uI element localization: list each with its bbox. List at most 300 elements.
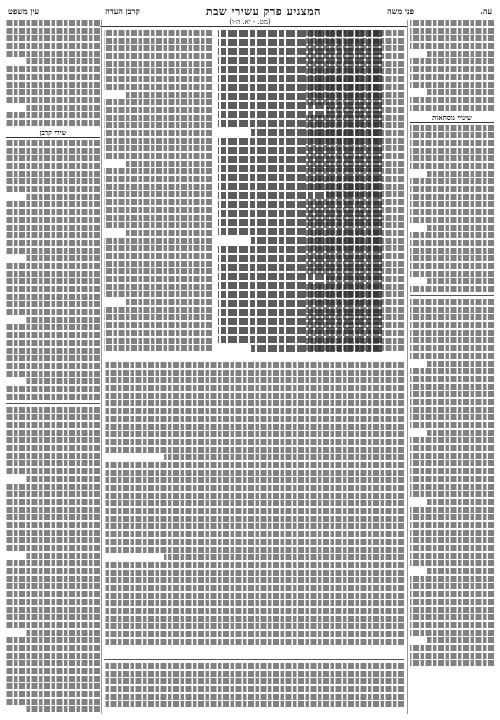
text-line xyxy=(6,560,100,566)
text-line xyxy=(410,337,494,343)
text-line xyxy=(6,614,100,620)
text-line xyxy=(104,562,404,568)
text-line xyxy=(104,362,404,368)
text-line xyxy=(6,278,100,284)
text-line xyxy=(6,407,100,413)
text-line xyxy=(104,508,404,514)
header-page-number: עה. xyxy=(480,6,492,16)
text-line xyxy=(6,394,100,400)
text-line xyxy=(6,20,100,26)
text-line xyxy=(104,616,404,622)
text-line xyxy=(218,336,382,343)
text-line xyxy=(218,228,382,235)
text-line xyxy=(410,591,494,597)
text-line xyxy=(410,645,494,651)
text-line xyxy=(6,507,100,513)
header-rule xyxy=(100,26,408,27)
text-line xyxy=(427,171,494,177)
text-line xyxy=(6,653,100,659)
text-line xyxy=(218,120,382,127)
text-line xyxy=(6,309,100,315)
text-line xyxy=(6,97,100,103)
text-line xyxy=(104,686,404,692)
text-line xyxy=(104,671,404,677)
text-line xyxy=(218,165,382,172)
text-line xyxy=(126,299,212,305)
text-line xyxy=(410,537,494,543)
text-line xyxy=(104,207,212,213)
text-line xyxy=(104,84,212,90)
text-line xyxy=(410,240,494,246)
text-line xyxy=(410,422,494,428)
text-line xyxy=(104,485,404,491)
text-line xyxy=(6,155,100,161)
text-line xyxy=(104,130,212,136)
text-line xyxy=(410,20,494,26)
text-line xyxy=(104,400,404,406)
text-line xyxy=(410,453,494,459)
page-header xyxy=(8,4,492,18)
commentary-text xyxy=(104,30,212,351)
header-left-label: עין משפט xyxy=(8,6,40,16)
text-line xyxy=(410,299,494,305)
text-line xyxy=(104,639,404,645)
text-line xyxy=(251,237,382,244)
text-line xyxy=(25,58,100,64)
text-line xyxy=(427,568,494,574)
header-inner-right: פני משה xyxy=(387,6,414,16)
text-line xyxy=(25,378,100,384)
text-line xyxy=(410,583,494,589)
text-line xyxy=(410,314,494,320)
text-line xyxy=(6,530,100,536)
text-line xyxy=(6,286,100,292)
text-line xyxy=(6,225,100,231)
text-line xyxy=(218,84,382,91)
text-line xyxy=(410,74,494,80)
text-line xyxy=(427,430,494,436)
text-line xyxy=(104,701,404,707)
text-line xyxy=(104,539,404,545)
text-line xyxy=(6,422,100,428)
text-line xyxy=(6,645,100,651)
shirei-korban-notes xyxy=(6,140,100,400)
text-line xyxy=(104,330,212,336)
text-line xyxy=(410,522,494,528)
text-line xyxy=(104,122,212,128)
text-line xyxy=(104,493,404,499)
text-line xyxy=(218,219,382,226)
text-line xyxy=(6,491,100,497)
text-line xyxy=(410,476,494,482)
section-divider xyxy=(410,295,494,296)
text-line xyxy=(410,140,494,146)
text-line xyxy=(104,38,212,44)
text-line xyxy=(218,309,382,316)
text-line xyxy=(410,66,494,72)
korban-haeda-commentary xyxy=(104,30,212,356)
text-line xyxy=(218,156,382,163)
text-line xyxy=(104,577,404,583)
text-line xyxy=(218,327,382,334)
footnote-divider xyxy=(104,659,404,660)
text-line xyxy=(25,105,100,111)
text-line xyxy=(104,184,212,190)
text-line xyxy=(410,178,494,184)
text-line xyxy=(410,484,494,490)
text-line xyxy=(104,61,212,67)
text-line xyxy=(410,399,494,405)
text-line xyxy=(126,230,212,236)
text-line xyxy=(6,545,100,551)
text-line xyxy=(6,699,100,705)
text-line xyxy=(6,568,100,574)
text-line xyxy=(410,353,494,359)
text-line xyxy=(104,523,404,529)
text-line xyxy=(410,553,494,559)
text-line xyxy=(410,209,494,215)
text-line xyxy=(410,437,494,443)
section-divider xyxy=(6,403,100,404)
header-chapter-title: המצניע פרק עשירי שבת xyxy=(205,4,321,18)
text-line xyxy=(410,217,494,223)
text-line xyxy=(25,553,100,559)
footnotes-text xyxy=(104,663,404,707)
text-line xyxy=(104,516,404,522)
text-line xyxy=(104,678,404,684)
text-line xyxy=(410,407,494,413)
text-line xyxy=(6,386,100,392)
text-line xyxy=(6,576,100,582)
text-line xyxy=(427,499,494,505)
left-box-label: שירי קרבן xyxy=(6,128,100,138)
text-line xyxy=(104,168,212,174)
text-line xyxy=(410,286,494,292)
text-line xyxy=(410,660,494,666)
text-line xyxy=(218,273,382,280)
text-line xyxy=(104,608,404,614)
text-line xyxy=(410,322,494,328)
text-line xyxy=(126,161,212,167)
text-line xyxy=(6,668,100,674)
text-line xyxy=(104,68,212,74)
text-line xyxy=(104,76,212,82)
text-line xyxy=(6,537,100,543)
left-margin-text xyxy=(6,407,100,713)
text-line xyxy=(6,112,100,118)
text-line xyxy=(104,593,404,599)
text-line xyxy=(25,317,100,323)
footnotes-block xyxy=(104,656,404,714)
text-line xyxy=(410,105,494,111)
text-line xyxy=(104,138,212,144)
text-line xyxy=(104,345,212,351)
text-line xyxy=(218,246,382,253)
text-line xyxy=(6,683,100,689)
text-line xyxy=(104,53,212,59)
text-line xyxy=(218,201,382,208)
text-line xyxy=(410,163,494,169)
text-line xyxy=(104,307,212,313)
column-divider xyxy=(101,20,102,714)
text-line xyxy=(410,263,494,269)
text-line xyxy=(25,630,100,636)
text-line xyxy=(6,171,100,177)
text-line xyxy=(104,222,212,228)
text-line xyxy=(6,691,100,697)
text-line xyxy=(410,460,494,466)
text-line xyxy=(6,201,100,207)
text-line xyxy=(6,120,100,126)
text-line xyxy=(104,431,404,437)
text-line xyxy=(104,238,212,244)
text-line xyxy=(410,148,494,154)
text-line xyxy=(104,99,212,105)
text-line xyxy=(6,163,100,169)
text-line xyxy=(6,232,100,238)
text-line xyxy=(410,630,494,636)
text-line xyxy=(6,348,100,354)
text-line xyxy=(104,393,404,399)
text-line xyxy=(104,370,404,376)
text-line xyxy=(6,186,100,192)
text-line xyxy=(410,599,494,605)
text-line xyxy=(104,153,212,159)
text-line xyxy=(104,439,404,445)
text-line xyxy=(164,454,404,460)
text-line xyxy=(410,560,494,566)
text-line xyxy=(427,278,494,284)
text-line xyxy=(6,35,100,41)
text-line xyxy=(6,271,100,277)
variant-readings-notes xyxy=(410,125,494,292)
text-line xyxy=(218,282,382,289)
right-margin-text xyxy=(410,299,494,666)
text-line xyxy=(104,268,212,274)
text-line xyxy=(104,377,404,383)
text-line xyxy=(104,176,212,182)
text-line xyxy=(104,191,212,197)
text-line xyxy=(410,507,494,513)
text-line xyxy=(104,253,212,259)
text-line xyxy=(104,215,212,221)
text-line xyxy=(104,291,212,297)
header-inner-left: קרבן העדה xyxy=(105,6,140,16)
text-line xyxy=(6,209,100,215)
text-line xyxy=(410,491,494,497)
text-line xyxy=(6,248,100,254)
text-line xyxy=(218,48,382,55)
text-line xyxy=(218,30,382,37)
text-line xyxy=(218,174,382,181)
text-line xyxy=(6,363,100,369)
text-line xyxy=(6,499,100,505)
text-line xyxy=(6,371,100,377)
text-line xyxy=(218,66,382,73)
text-line xyxy=(104,424,404,430)
right-box-label: שינויי נוסחאות xyxy=(410,113,494,123)
text-line xyxy=(104,570,404,576)
text-line xyxy=(104,115,212,121)
text-line xyxy=(104,477,404,483)
text-line xyxy=(104,447,404,453)
text-line xyxy=(218,57,382,64)
text-line xyxy=(6,437,100,443)
text-line xyxy=(6,607,100,613)
text-line xyxy=(410,414,494,420)
text-line xyxy=(6,468,100,474)
text-line xyxy=(6,445,100,451)
text-line xyxy=(427,89,494,95)
text-line xyxy=(218,300,382,307)
text-line xyxy=(410,82,494,88)
main-text-column xyxy=(218,30,382,356)
text-line xyxy=(410,376,494,382)
text-line xyxy=(218,183,382,190)
text-line xyxy=(410,271,494,277)
text-line xyxy=(104,322,212,328)
text-line xyxy=(410,614,494,620)
text-line xyxy=(6,140,100,146)
text-line xyxy=(218,75,382,82)
ein-mishpat-notes xyxy=(6,20,100,126)
text-line xyxy=(6,294,100,300)
text-line xyxy=(104,694,404,700)
text-line xyxy=(104,408,404,414)
text-line xyxy=(218,264,382,271)
text-line xyxy=(218,93,382,100)
text-line xyxy=(218,255,382,262)
left-margin-column xyxy=(6,20,100,714)
right-margin-column xyxy=(410,20,494,714)
text-line xyxy=(6,514,100,520)
text-line xyxy=(104,585,404,591)
text-line xyxy=(251,129,382,136)
text-line xyxy=(218,192,382,199)
text-line xyxy=(25,194,100,200)
text-line xyxy=(104,416,404,422)
text-line xyxy=(6,74,100,80)
text-line xyxy=(6,591,100,597)
text-line xyxy=(104,30,212,36)
text-line xyxy=(104,531,404,537)
text-line xyxy=(6,324,100,330)
main-text xyxy=(218,30,382,352)
text-line xyxy=(410,125,494,131)
page-subheader: (מט. - יא. ה-ו) xyxy=(229,18,271,26)
text-line xyxy=(218,318,382,325)
text-line xyxy=(410,58,494,64)
text-line xyxy=(410,345,494,351)
text-line xyxy=(104,631,404,637)
masoret-hashas-notes xyxy=(410,20,494,111)
text-line xyxy=(410,545,494,551)
text-line xyxy=(6,676,100,682)
text-line xyxy=(25,255,100,261)
text-line xyxy=(410,330,494,336)
text-line xyxy=(104,261,212,267)
text-line xyxy=(6,355,100,361)
text-line xyxy=(6,460,100,466)
text-line xyxy=(6,28,100,34)
text-line xyxy=(410,35,494,41)
text-line xyxy=(6,301,100,307)
text-line xyxy=(104,600,404,606)
text-line xyxy=(6,51,100,57)
text-line xyxy=(410,201,494,207)
text-line xyxy=(410,468,494,474)
text-line xyxy=(410,194,494,200)
text-line xyxy=(104,385,404,391)
text-line xyxy=(218,138,382,145)
text-line xyxy=(410,28,494,34)
text-line xyxy=(410,530,494,536)
text-line xyxy=(6,217,100,223)
commentary-text xyxy=(104,362,404,645)
text-line xyxy=(410,97,494,103)
text-line xyxy=(6,414,100,420)
text-line xyxy=(427,51,494,57)
text-line xyxy=(104,107,212,113)
text-line xyxy=(410,255,494,261)
text-line xyxy=(6,178,100,184)
text-line xyxy=(126,92,212,98)
text-line xyxy=(6,340,100,346)
text-line xyxy=(6,263,100,269)
text-line xyxy=(104,314,212,320)
text-line xyxy=(104,663,404,669)
text-line xyxy=(104,45,212,51)
text-line xyxy=(6,148,100,154)
text-line xyxy=(251,345,382,352)
text-line xyxy=(6,66,100,72)
text-line xyxy=(104,245,212,251)
text-line xyxy=(104,199,212,205)
text-line xyxy=(410,391,494,397)
text-line xyxy=(104,276,212,282)
text-line xyxy=(218,102,382,109)
text-line xyxy=(6,622,100,628)
text-line xyxy=(6,637,100,643)
text-line xyxy=(218,210,382,217)
text-line xyxy=(427,637,494,643)
text-line xyxy=(104,145,212,151)
text-line xyxy=(410,132,494,138)
text-line xyxy=(6,430,100,436)
text-line xyxy=(218,111,382,118)
text-line xyxy=(104,623,404,629)
text-line xyxy=(25,476,100,482)
text-line xyxy=(410,232,494,238)
text-line xyxy=(104,284,212,290)
text-line xyxy=(410,186,494,192)
text-line xyxy=(6,240,100,246)
text-line xyxy=(410,622,494,628)
text-line xyxy=(104,338,212,344)
text-line xyxy=(104,470,404,476)
text-line xyxy=(6,332,100,338)
text-line xyxy=(6,82,100,88)
text-line xyxy=(410,248,494,254)
text-line xyxy=(218,147,382,154)
text-line xyxy=(410,155,494,161)
text-line xyxy=(410,368,494,374)
bottom-commentary-block xyxy=(104,362,404,652)
text-line xyxy=(410,514,494,520)
text-line xyxy=(427,361,494,367)
text-line xyxy=(6,453,100,459)
text-line xyxy=(427,225,494,231)
